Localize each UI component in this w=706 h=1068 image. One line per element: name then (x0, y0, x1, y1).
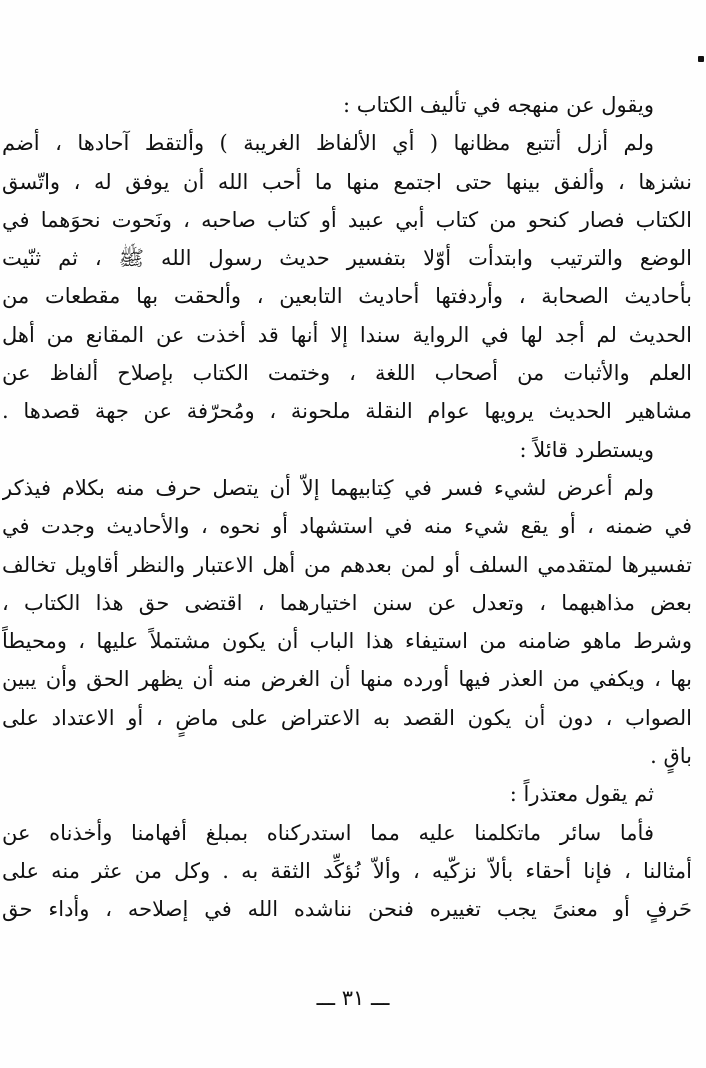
page-text (2, 86, 696, 929)
text-line: الصواب ، دون أن يكون القصد به الاعتراض على ماضٍ ، أو الاعتداد على (2, 705, 692, 730)
text-line: ويستطرد قائلاً : (519, 437, 654, 462)
text-line: ولم أزل أتتبع مظانها ( أي الألفاظ الغريبة ) وألتقط آحادها ، أضم (2, 131, 654, 156)
text-line: بعض مذاهبهما ، وتعدل عن سنن اختيارهما ، اقتضى حق هذا الكتاب ، (2, 590, 692, 615)
text-line: الحديث لم أجد لها في الرواية سندا إلا أنها قد أخذت عن المقانع من أهل (2, 322, 692, 347)
text-line: حَرفٍ أو معنىً يجب تغييره فنحن نناشده الله في إصلاحه ، وأداء حق (2, 897, 692, 922)
text-line: ويقول عن منهجه في تأليف الكتاب : (342, 93, 654, 117)
text-line: تفسيرها لمتقدمي السلف أو لمن بعدهم من أهل الاعتبار والنظر أقاويل تخالف (2, 552, 692, 577)
text-line: ولم أعرض لشيء فسر في كِتابيهما إلاّ أن يتصل حرف منه بكلام فيذكر (2, 475, 654, 500)
text-line: ثم يقول معتذراً : (509, 782, 654, 807)
page-number: ـــ ٣١ ـــ (316, 986, 390, 1010)
text-line: الكتاب فصار كنحو من كتاب أبي عبيد أو كتاب صاحبه ، ونَحوت نحوَهما في (2, 207, 692, 232)
corner-mark (698, 56, 704, 62)
text-line: نشزها ، وألفق بينها حتى اجتمع منها ما أحب الله أن يوفق له ، واتّسق (2, 169, 692, 194)
text-line: وشرط ماهو ضامنه من استيفاء هذا الباب أن يكون مشتملاً عليها ، ومحيطاً (2, 629, 692, 654)
text-line: في ضمنه ، أو يقع شيء منه في استشهاد أو نحوه ، والأحاديث وجدت في (2, 514, 692, 539)
text-line: بها ، ويكفي من العذر فيها أورده منها أن الغرض منه أن يظهر الحق وأن يبين (2, 667, 692, 692)
text-line: الوضع والترتيب وابتدأت أوّلا بتفسير حديث رسول الله ﷺ ، ثم ثنّيت (2, 246, 692, 271)
text-line: باقٍ . (650, 744, 692, 769)
text-line: مشاهير الحديث يرويها عوام النقلة ملحونة ، ومُحرّفة عن جهة قصدها . (2, 399, 692, 424)
text-line: العلم والأثبات من أصحاب اللغة ، وختمت الكتاب بإصلاح ألفاظ عن (2, 361, 692, 386)
text-line: بأحاديث الصحابة ، وأردفتها أحاديث التابعين ، وألحقت بها مقطعات من (2, 284, 692, 309)
text-line: أمثالنا ، فإنا أحقاء بألاّ نزكّيه ، وألاّ نُؤكِّد الثقة به . وكل من عثر منه على (2, 858, 692, 883)
text-line: فأما سائر ماتكلمنا عليه مما استدركناه بمبلغ أفهامنا وأخذناه عن (2, 820, 654, 845)
